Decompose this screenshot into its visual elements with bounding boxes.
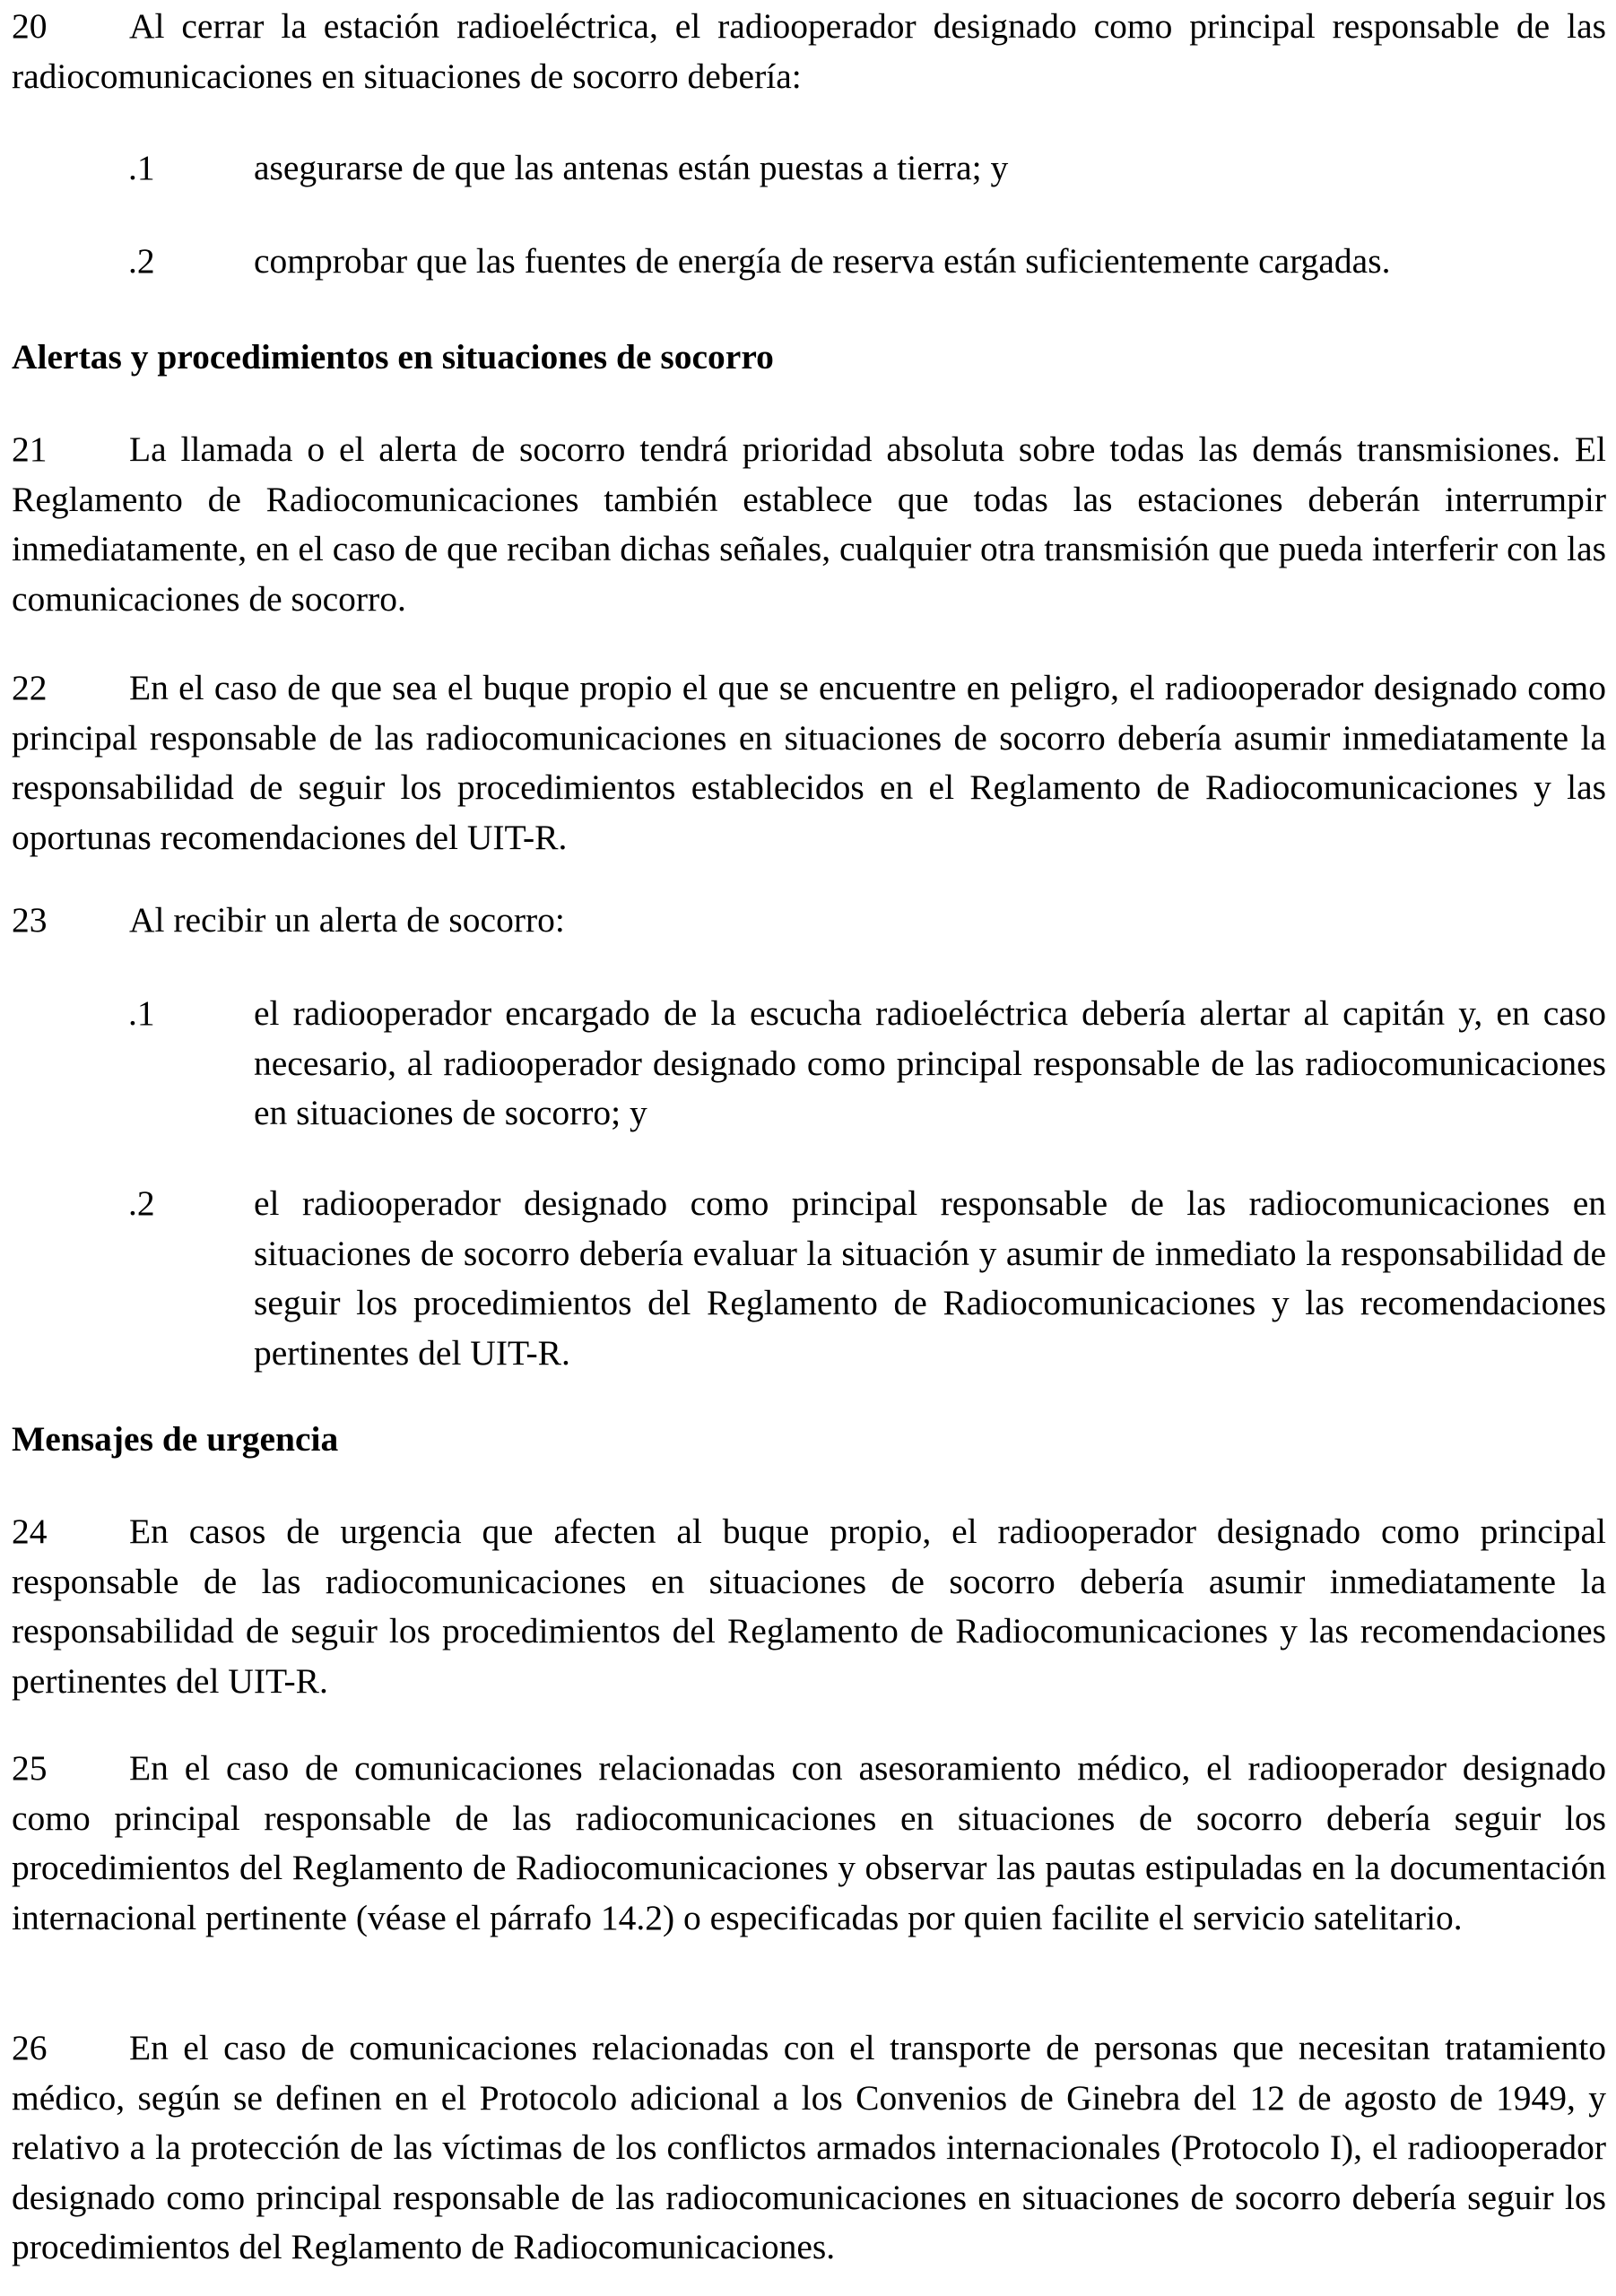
paragraph-number: 23 [12,900,48,940]
paragraph-number: 24 [12,1512,48,1551]
paragraph-26 [12,2023,1606,2273]
paragraph-22 [12,663,1606,862]
paragraph-text: En el caso de comunicaciones relacionadas con asesoramiento médico, el radiooperador designado como principal responsable de las radiocomunicaciones en situaciones de socorro debería seguir los procedimientos del Reglamento de Radiocomunicaciones y observar las pautas estipuladas en la documentación internacional pertinente (véase el párrafo 14.2) o especificadas por quien facilite el servicio satelitario. [12,1748,1606,1937]
paragraph-20 [12,2,1606,101]
list-item-number: .2 [128,241,155,281]
paragraph-number: 26 [12,2028,48,2067]
paragraph-number: 20 [12,6,48,46]
paragraph-text: La llamada o el alerta de socorro tendrá prioridad absoluta sobre todas las demás transmisiones. El Reglamento de Radiocomunicaciones también establece que todas las estaciones deberán interrumpir inmediatamente, en el caso de que reciban dichas señales, cualquier otra transmisión que pueda interferir con las comunicaciones de socorro. [12,429,1606,619]
list-item-text: el radiooperador designado como principal responsable de las radiocomunicaciones en situaciones de socorro debería evaluar la situación y asumir de inmediato la responsabilidad de seguir los procedimientos del Reglamento de Radiocomunicaciones y las recomendaciones pertinentes del UIT-R. [254,1183,1606,1373]
paragraph-number: 21 [12,429,48,469]
paragraph-number: 25 [12,1748,48,1788]
list-item [12,143,1606,194]
section-heading: Mensajes de urgencia [12,1419,339,1459]
paragraph-number: 22 [12,668,48,707]
paragraph-24 [12,1507,1606,1706]
paragraph-text: Al recibir un alerta de socorro: [129,900,565,940]
paragraph-text: En el caso de que sea el buque propio el que se encuentre en peligro, el radiooperador designado como principal responsable de las radiocomunicaciones en situaciones de socorro debería asumir inmediatamente la responsabilidad de seguir los procedimientos establecidos en el Reglamento de Radiocomunicaciones y las oportunas recomendaciones del UIT-R. [12,668,1606,857]
paragraph-text: En el caso de comunicaciones relacionadas con el transporte de personas que necesitan tratamiento médico, según se definen en el Protocolo adicional a los Convenios de Ginebra del 12 de agosto de 1949, y relativo a la protección de las víctimas de los conflictos armados internacionales (Protocolo I), el radiooperador designado como principal responsable de las radiocomunicaciones en situaciones de socorro debería seguir los procedimientos del Reglamento de Radiocomunicaciones. [12,2028,1606,2266]
list-item-number: .1 [128,993,155,1033]
paragraph-text: Al cerrar la estación radioeléctrica, el radiooperador designado como principal responsable de las radiocomunicaciones en situaciones de socorro debería: [12,6,1606,96]
list-item-text: asegurarse de que las antenas están puestas a tierra; y [254,148,1009,187]
paragraph-21 [12,425,1606,624]
list-item [12,237,1606,287]
list-item-number: .2 [128,1183,155,1223]
paragraph-23 [12,896,1606,946]
list-item [12,1179,1606,1378]
list-item-text: comprobar que las fuentes de energía de reserva están suficientemente cargadas. [254,241,1391,281]
list-item-number: .1 [128,148,155,187]
list-item-text: el radiooperador encargado de la escucha radioeléctrica debería alertar al capitán y, en caso necesario, al radiooperador designado como principal responsable de las radiocomunicaciones en situaciones de socorro; y [254,993,1606,1132]
list-item [12,989,1606,1139]
paragraph-text: En casos de urgencia que afecten al buque propio, el radiooperador designado como principal responsable de las radiocomunicaciones en situaciones de socorro debería asumir inmediatamente la responsabilidad de seguir los procedimientos del Reglamento de Radiocomunicaciones y las recomendaciones pertinentes del UIT-R. [12,1512,1606,1701]
paragraph-25 [12,1744,1606,1943]
section-heading: Alertas y procedimientos en situaciones de socorro [12,337,774,377]
